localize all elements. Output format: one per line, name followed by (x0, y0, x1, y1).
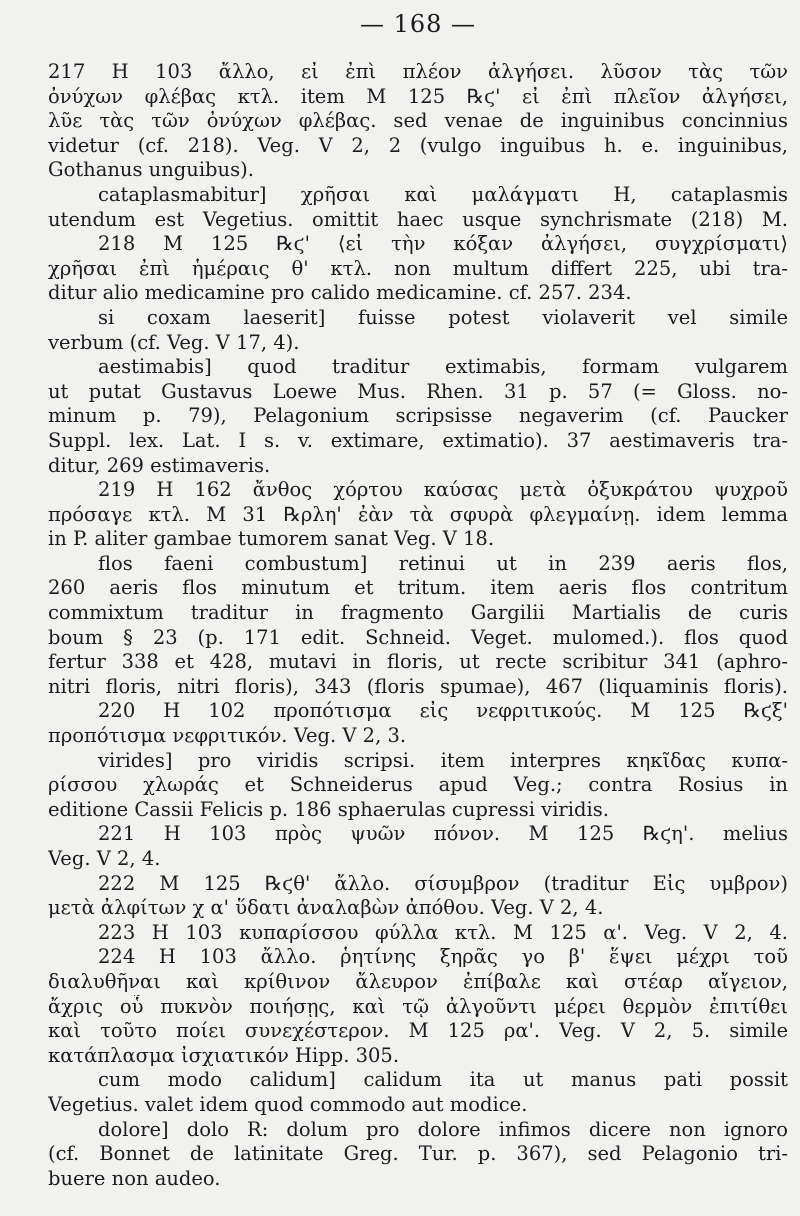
text-line: aestimabis] quod traditur extimabis, formam vulgarem (98, 355, 788, 379)
text-line: boum § 23 (p. 171 edit. Schneid. Veget. mulomed.). flos quod (48, 625, 788, 649)
text-line: dolore] dolo R: dolum pro dolore infimos dicere non ignoro (98, 1117, 788, 1141)
text-line: κατάπλασμα ἰσχιατικόν Hipp. 305. (48, 1043, 400, 1067)
text-line: προπότισμα νεφριτικόν. Veg. V 2, 3. (48, 724, 407, 748)
text-line: καὶ τοῦτο ποίει συνεχέστερον. M 125 ρα'. Veg. V 2, 5. simile (48, 1019, 788, 1043)
text-line: ditur, 269 estimaveris. (48, 453, 271, 477)
text-line: in P. aliter gambae tumorem sanat Veg. V 18. (48, 527, 495, 551)
text-line: videtur (cf. 218). Veg. V 2, 2 (vulgo inguibus h. e. inguinibus, (48, 133, 788, 157)
text-line: 260 aeris flos minutum et tritum. item aeris flos contritum (48, 576, 788, 600)
text-line: 218 M 125 ℞ϛ' ⟨εἰ τὴν κόξαν ἀλγήσει, συγχρίσματι⟩ (98, 232, 788, 256)
text-line: si coxam laeserit] fuisse potest violaverit vel simile (98, 305, 788, 329)
text-line: 220 H 102 προπότισμα εἰς νεφριτικούς. M 125 ℞ϛξ' (98, 699, 788, 723)
text-line: ut putat Gustavus Loewe Mus. Rhen. 31 p. 57 (= Gloss. no- (48, 379, 788, 403)
text-line: 223 H 103 κυπαρίσσου φύλλα κτλ. M 125 α'. Veg. V 2, 4. (98, 920, 788, 944)
text-line: 217 H 103 ἄλλο, εἰ ἐπὶ πλέον ἀλγήσει. λῦσον τὰς τῶν (48, 60, 788, 83)
text-line: μετὰ ἀλφίτων χ α' ὕδατι ἀναλαβὼν ἀπόθου. Veg. V 2, 4. (48, 896, 604, 920)
text-line: 224 H 103 ἄλλο. ῥητίνης ξηρᾶς γο β' ἕψει μέχρι τοῦ (98, 945, 788, 969)
page-number: — 168 — (359, 10, 477, 38)
text-line: flos faeni combustum] retinui ut in 239 aeris flos, (98, 551, 788, 575)
text-line: Veg. V 2, 4. (48, 847, 161, 870)
text-line: πρόσαγε κτλ. M 31 ℞ρλη' ἐὰν τὰ σφυρὰ φλεγμαίνῃ. idem lemma (48, 502, 788, 526)
text-line: fertur 338 et 428, mutavi in floris, ut recte scribitur 341 (aphro- (48, 650, 788, 674)
text-line: editione Cassii Felicis p. 186 sphaerulas cupressi viridis. (48, 797, 609, 821)
text-line: ditur alio medicamine pro calido medicamine. cf. 257. 234. (48, 281, 632, 305)
text-line: minum p. 79), Pelagonium scripsisse negaverim (cf. Paucker (48, 404, 788, 428)
commentary-text (48, 60, 788, 1191)
text-line: virides] pro viridis scripsi. item interpres κηκῖδας κυπα- (98, 748, 788, 772)
text-line: cum modo calidum] calidum ita ut manus pati possit (98, 1068, 788, 1092)
text-line: 221 H 103 πρὸς ψυῶν πόνον. M 125 ℞ϛη'. melius (98, 822, 788, 846)
text-line: cataplasmabitur] χρῆσαι καὶ μαλάγματι H, cataplasmis (98, 182, 788, 206)
text-line: λῦε τὰς τῶν ὀνύχων φλέβας. sed venae de inguinibus concinnius (48, 109, 788, 133)
text-line: verbum (cf. Veg. V 17, 4). (48, 330, 300, 354)
text-line: nitri floris, nitri floris), 343 (floris spumae), 467 (liquaminis floris). (48, 674, 788, 698)
text-line: buere non audeo. (48, 1166, 221, 1190)
text-line: ἄχρις οὗ πυκνὸν ποιήσῃς, καὶ τῷ ἀλγοῦντι μέρει θερμὸν ἐπιτίθει (48, 994, 788, 1018)
text-line: Gothanus unguibus). (48, 158, 254, 182)
text-line: 219 H 162 ἄνθος χόρτου καύσας μετὰ ὀξυκράτου ψυχροῦ (98, 478, 788, 502)
text-line: (cf. Bonnet de latinitate Greg. Tur. p. 367), sed Pelagonio tri- (48, 1142, 788, 1166)
text-line: διαλυθῆναι καὶ κρίθινον ἄλευρον ἐπίβαλε καὶ στέαρ αἴγειον, (48, 969, 788, 993)
text-line: ὀνύχων φλέβας κτλ. item M 125 ℞ϛ' εἰ ἐπὶ πλεῖον ἀλγήσει, (48, 84, 788, 108)
text-line: ρίσσου χλωράς et Schneiderus apud Veg.; contra Rosius in (48, 773, 788, 797)
text-line: commixtum traditur in fragmento Gargilii Martialis de curis (48, 601, 788, 625)
text-line: Suppl. lex. Lat. I s. v. extimare, extimatio). 37 aestimaveris tra- (48, 428, 788, 452)
text-line: χρῆσαι ἐπὶ ἡμέραις θ' κτλ. non multum differt 225, ubi tra- (48, 256, 788, 280)
text-line: Vegetius. valet idem quod commodo aut modice. (48, 1092, 528, 1116)
text-line: 222 M 125 ℞ϛθ' ἄλλο. σίσυμβρον (traditur Εἰς υμβρον) (98, 871, 788, 895)
text-line: utendum est Vegetius. omittit haec usque synchrismate (218) M. (48, 207, 788, 231)
